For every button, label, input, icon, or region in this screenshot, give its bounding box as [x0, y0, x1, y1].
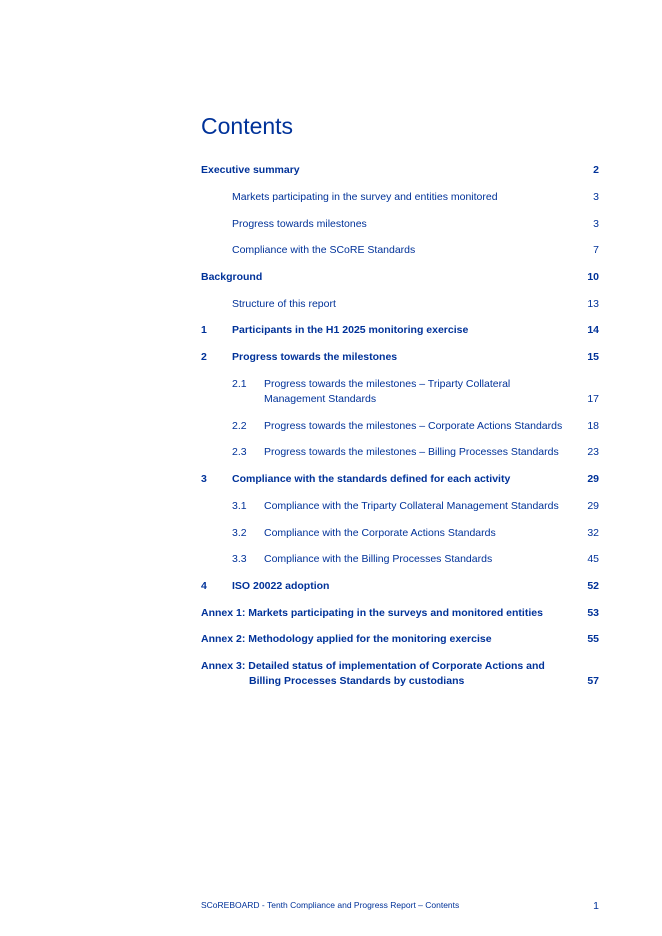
- toc-entry-page: 23: [587, 446, 599, 458]
- toc-entry-page: 15: [587, 351, 599, 363]
- toc-entry-label: Annex 2: Methodology applied for the monitoring exercise: [201, 633, 492, 645]
- toc-entry-number: 3.3: [232, 553, 247, 565]
- toc-entry-number: 3: [201, 473, 207, 485]
- toc-entry-page: 29: [587, 473, 599, 485]
- toc-entry-label: Compliance with the Triparty Collateral Management Standards: [264, 500, 559, 512]
- toc-entry-label: Executive summary: [201, 164, 300, 176]
- toc-entry-page: 45: [587, 553, 599, 565]
- toc-entry-page: 18: [587, 420, 599, 432]
- toc-entry-label: Progress towards the milestones – Triparty Collateral Management Standards: [264, 378, 511, 405]
- toc-entry-label: Participants in the H1 2025 monitoring exercise: [232, 324, 469, 336]
- toc-entry-page: 7: [593, 244, 599, 256]
- toc-entry-number: 2.1: [232, 378, 247, 390]
- toc-entry-page: 14: [587, 324, 599, 336]
- toc-entry-page: 2: [593, 164, 599, 176]
- footer-text: SCoREBOARD - Tenth Compliance and Progress Report – Contents: [201, 900, 460, 910]
- toc-entry-page: 55: [587, 633, 599, 645]
- toc-entry-label-line: Annex 3: Detailed status of implementation of Corporate Actions and: [201, 660, 545, 672]
- page-title: Contents: [201, 113, 294, 139]
- toc-entry-page: 13: [587, 298, 599, 310]
- toc-entry-label: Progress towards milestones: [232, 218, 367, 230]
- toc-entry-page: 32: [587, 527, 599, 539]
- toc-entry-number: 2: [201, 351, 207, 363]
- toc-entry-number: 2.3: [232, 446, 247, 458]
- toc-entry-label: Structure of this report: [232, 298, 336, 310]
- toc-entry-number: 3.2: [232, 527, 247, 539]
- toc-entry-label: Progress towards the milestones – Billing Processes Standards: [264, 446, 559, 458]
- toc-entry-page: 57: [587, 675, 599, 687]
- toc-entry-label: Compliance with the Billing Processes Standards: [264, 553, 493, 565]
- toc-entry-page: 52: [587, 580, 599, 592]
- toc-entry-number: 4: [201, 580, 207, 592]
- toc-entry-number: 2.2: [232, 420, 247, 432]
- toc-entry-label: [201, 659, 581, 689]
- toc-entry-label: ISO 20022 adoption: [232, 580, 330, 592]
- toc-entry-label: Background: [201, 271, 263, 283]
- toc-entry-number: 3.1: [232, 500, 247, 512]
- toc-entry-label: Compliance with the standards defined for each activity: [232, 473, 511, 485]
- toc-entry-page: 29: [587, 500, 599, 512]
- toc-entry-label: Compliance with the Corporate Actions Standards: [264, 527, 496, 539]
- toc-entry-page: 10: [587, 271, 599, 283]
- toc-entry-label: Progress towards the milestones – Corporate Actions Standards: [264, 420, 563, 432]
- toc-entry-page: 3: [593, 218, 599, 230]
- footer-page-number: 1: [593, 900, 599, 912]
- toc-entry-page: 3: [593, 191, 599, 203]
- toc-entry-label: Progress towards the milestones: [232, 351, 398, 363]
- toc-entry-label: Markets participating in the survey and entities monitored: [232, 191, 498, 203]
- toc-entry-label-line: Billing Processes Standards by custodians: [249, 675, 465, 687]
- toc-entry-label: Compliance with the SCoRE Standards: [232, 244, 416, 256]
- toc-entry-number: 1: [201, 324, 207, 336]
- toc-entry-page: 17: [587, 393, 599, 405]
- toc-entry-page: 53: [587, 607, 599, 619]
- toc-entry-label: Annex 1: Markets participating in the surveys and monitored entities: [201, 607, 543, 619]
